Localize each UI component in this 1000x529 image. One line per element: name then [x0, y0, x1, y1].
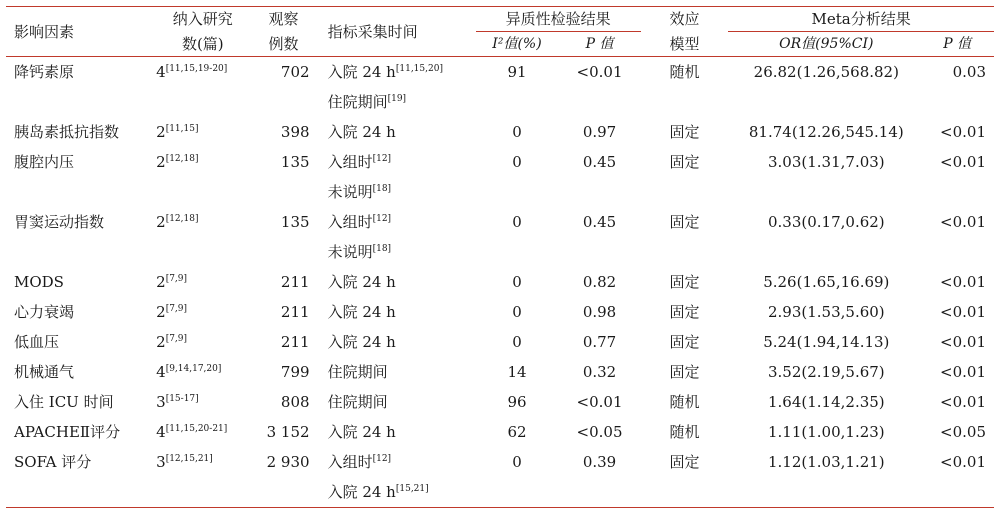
- table-row: [6, 387, 994, 417]
- cell-odds-ratio-text: 1.11(1.00,1.23): [767, 423, 885, 441]
- cell-heterogeneity-p: [558, 117, 640, 147]
- header-obs-line2: 例数: [268, 34, 299, 53]
- cell-i2-text: 0: [512, 153, 522, 171]
- cell-effect-model: [641, 327, 729, 357]
- cell-observations: [253, 447, 313, 477]
- cell-heterogeneity-p: [558, 387, 640, 417]
- cell-included-studies: [152, 267, 253, 297]
- cell-factor-text: 降钙素原: [14, 63, 75, 81]
- cell-collection-time-text: 入院 24 h: [327, 303, 396, 321]
- cell-meta-p: [924, 297, 994, 327]
- cell-included-studies-text: 2: [156, 303, 166, 321]
- cell-factor: [6, 327, 152, 357]
- cell-heterogeneity-p: [558, 147, 640, 177]
- table-row: [6, 57, 994, 88]
- cell-observations: [253, 327, 313, 357]
- table-row: [6, 267, 994, 297]
- cell-i2-text: 0: [512, 303, 522, 321]
- cell-meta-p: [924, 117, 994, 147]
- cell-included-studies: [152, 87, 253, 117]
- cell-odds-ratio-text: 26.82(1.26,568.82): [753, 63, 899, 81]
- cell-observations-text: 211: [280, 303, 310, 321]
- citation-refs: [12,18]: [165, 154, 199, 164]
- table-body: [6, 57, 994, 508]
- citation-refs: [7,9]: [165, 334, 188, 344]
- cell-i2-text: 0: [512, 333, 522, 351]
- citation-refs: [12,18]: [165, 214, 199, 224]
- header-p: P 值: [585, 36, 614, 52]
- cell-observations: [253, 387, 313, 417]
- cell-heterogeneity-p: [558, 357, 640, 387]
- cell-effect-model-text: 固定: [669, 153, 700, 171]
- cell-included-studies-text: 2: [156, 213, 166, 231]
- cell-effect-model-text: 固定: [669, 273, 700, 291]
- cell-i2-text: 14: [507, 363, 527, 381]
- cell-collection-time-text: 未说明: [327, 183, 373, 201]
- cell-observations: [253, 57, 313, 88]
- cell-odds-ratio-text: 0.33(0.17,0.62): [767, 213, 885, 231]
- cell-effect-model-text: 固定: [669, 123, 700, 141]
- cell-observations-text: 211: [280, 273, 310, 291]
- cell-collection-time-text: 入组时: [327, 453, 373, 471]
- cell-included-studies: [152, 147, 253, 177]
- header-time: 指标采集时间: [327, 22, 418, 41]
- table-row: [6, 327, 994, 357]
- cell-heterogeneity-p-text: 0.45: [582, 213, 617, 231]
- cell-factor: [6, 177, 152, 207]
- cell-included-studies-text: 2: [156, 123, 166, 141]
- cell-effect-model-text: 固定: [669, 333, 700, 351]
- cell-heterogeneity-p-text: 0.98: [582, 303, 617, 321]
- cell-factor: [6, 387, 152, 417]
- cell-factor-text: APACHEⅡ评分: [14, 423, 121, 441]
- cell-meta-p: [924, 147, 994, 177]
- cell-i2: [476, 417, 559, 447]
- cell-collection-time: [314, 327, 476, 357]
- cell-i2-text: 62: [507, 423, 527, 441]
- cell-factor: [6, 57, 152, 88]
- cell-collection-time: [314, 147, 476, 177]
- cell-meta-p-text: <0.01: [940, 303, 986, 321]
- cell-collection-time: [314, 237, 476, 267]
- cell-factor: [6, 117, 152, 147]
- cell-observations-text: 799: [280, 363, 310, 381]
- header-meta: Meta分析结果: [728, 7, 994, 32]
- cell-odds-ratio: [728, 207, 924, 237]
- cell-collection-time: [314, 297, 476, 327]
- cell-meta-p: [924, 417, 994, 447]
- cell-meta-p-text: <0.01: [940, 333, 986, 351]
- header-or: OR值(95%CI): [779, 36, 874, 52]
- cell-meta-p: [924, 207, 994, 237]
- cell-heterogeneity-p-text: <0.01: [576, 63, 623, 81]
- cell-effect-model: [641, 417, 729, 447]
- cell-heterogeneity-p-text: 0.77: [582, 333, 617, 351]
- cell-heterogeneity-p: [558, 417, 640, 447]
- cell-effect-model-text: 固定: [669, 453, 700, 471]
- cell-meta-p-text: <0.01: [940, 363, 986, 381]
- cell-heterogeneity-p: [558, 477, 640, 508]
- cell-i2: [476, 387, 559, 417]
- cell-collection-time: [314, 177, 476, 207]
- citation-refs: [7,9]: [165, 274, 188, 284]
- table-row: [6, 417, 994, 447]
- cell-collection-time-text: 入院 24 h: [327, 423, 396, 441]
- header-row-2: [6, 32, 994, 57]
- citation-refs: [12,15,21]: [165, 454, 213, 464]
- cell-included-studies: [152, 417, 253, 447]
- cell-factor-text: 机械通气: [14, 363, 75, 381]
- cell-observations: [253, 117, 313, 147]
- cell-collection-time-text: 住院期间: [327, 393, 388, 411]
- cell-i2-text: 96: [507, 393, 527, 411]
- cell-effect-model: [641, 207, 729, 237]
- cell-odds-ratio-text: 2.93(1.53,5.60): [767, 303, 885, 321]
- cell-observations: [253, 477, 313, 508]
- cell-heterogeneity-p: [558, 267, 640, 297]
- header-factor: 影响因素: [14, 22, 75, 41]
- cell-odds-ratio: [728, 237, 924, 267]
- table-row: [6, 117, 994, 147]
- table-row: [6, 447, 994, 477]
- cell-effect-model-text: 随机: [669, 423, 700, 441]
- cell-heterogeneity-p: [558, 297, 640, 327]
- citation-refs: [11,15,19-20]: [165, 64, 228, 74]
- cell-included-studies-text: 3: [156, 453, 166, 471]
- cell-factor: [6, 87, 152, 117]
- table-row: [6, 477, 994, 508]
- cell-odds-ratio: [728, 477, 924, 508]
- cell-meta-p: [924, 357, 994, 387]
- cell-odds-ratio: [728, 57, 924, 88]
- table-row: [6, 87, 994, 117]
- header-included-studies: 纳入研究: [172, 10, 233, 29]
- meta-analysis-table: [6, 6, 994, 508]
- cell-factor-text: 胰岛素抵抗指数: [14, 123, 120, 141]
- cell-meta-p-text: <0.01: [940, 393, 986, 411]
- cell-included-studies: [152, 177, 253, 207]
- cell-observations-text: 702: [280, 63, 310, 81]
- cell-factor: [6, 147, 152, 177]
- table-row: [6, 357, 994, 387]
- cell-odds-ratio: [728, 177, 924, 207]
- cell-effect-model: [641, 87, 729, 117]
- cell-effect-model-text: 随机: [669, 63, 700, 81]
- cell-included-studies: [152, 447, 253, 477]
- header-row-1: [6, 7, 994, 32]
- cell-observations-text: 135: [280, 213, 310, 231]
- cell-meta-p: [924, 57, 994, 88]
- cell-meta-p: [924, 327, 994, 357]
- citation-refs: [15-17]: [165, 394, 199, 404]
- cell-odds-ratio-text: 3.03(1.31,7.03): [767, 153, 885, 171]
- cell-meta-p: [924, 267, 994, 297]
- cell-collection-time-text: 入院 24 h: [327, 63, 396, 81]
- cell-odds-ratio: [728, 147, 924, 177]
- citation-refs: [11,15]: [165, 124, 199, 134]
- cell-collection-time: [314, 387, 476, 417]
- cell-meta-p-text: <0.05: [940, 423, 986, 441]
- cell-meta-p-text: <0.01: [940, 273, 986, 291]
- cell-effect-model-text: 固定: [669, 303, 700, 321]
- cell-collection-time: [314, 117, 476, 147]
- cell-observations-text: 135: [280, 153, 310, 171]
- cell-i2: [476, 267, 559, 297]
- cell-heterogeneity-p: [558, 447, 640, 477]
- header-i2: I²值(%): [492, 36, 542, 52]
- cell-i2: [476, 177, 559, 207]
- cell-collection-time: [314, 207, 476, 237]
- time-citation-refs: [12]: [372, 154, 392, 164]
- cell-heterogeneity-p-text: <0.05: [576, 423, 623, 441]
- citation-refs: [11,15,20-21]: [165, 424, 228, 434]
- cell-meta-p-text: 0.03: [952, 63, 986, 81]
- cell-factor: [6, 447, 152, 477]
- cell-included-studies-text: 2: [156, 273, 166, 291]
- cell-collection-time-text: 入院 24 h: [327, 483, 396, 501]
- cell-heterogeneity-p: [558, 87, 640, 117]
- cell-observations-text: 3 152: [266, 423, 310, 441]
- cell-included-studies: [152, 327, 253, 357]
- citation-refs: [9,14,17,20]: [165, 364, 222, 374]
- cell-collection-time-text: 入组时: [327, 213, 373, 231]
- cell-odds-ratio-text: 1.64(1.14,2.35): [767, 393, 885, 411]
- time-citation-refs: [12]: [372, 454, 392, 464]
- cell-included-studies-text: 4: [156, 423, 166, 441]
- cell-meta-p-text: <0.01: [940, 123, 986, 141]
- cell-effect-model: [641, 57, 729, 88]
- cell-included-studies: [152, 117, 253, 147]
- cell-observations: [253, 237, 313, 267]
- cell-collection-time-text: 住院期间: [327, 363, 388, 381]
- cell-i2: [476, 237, 559, 267]
- cell-meta-p: [924, 177, 994, 207]
- cell-collection-time: [314, 477, 476, 508]
- time-citation-refs: [11,15,20]: [395, 64, 443, 74]
- cell-odds-ratio-text: 3.52(2.19,5.67): [767, 363, 885, 381]
- cell-heterogeneity-p: [558, 327, 640, 357]
- cell-included-studies-text: 3: [156, 393, 166, 411]
- header-p2: P 值: [943, 36, 972, 52]
- header-effect-line2: 模型: [669, 34, 700, 53]
- cell-meta-p-text: <0.01: [940, 213, 986, 231]
- cell-collection-time: [314, 267, 476, 297]
- cell-i2: [476, 57, 559, 88]
- cell-odds-ratio-text: 5.26(1.65,16.69): [763, 273, 890, 291]
- cell-collection-time: [314, 87, 476, 117]
- cell-i2-text: 91: [507, 63, 527, 81]
- cell-i2-text: 0: [512, 213, 522, 231]
- cell-i2: [476, 87, 559, 117]
- cell-odds-ratio-text: 81.74(12.26,545.14): [748, 123, 904, 141]
- table-row: [6, 147, 994, 177]
- cell-odds-ratio: [728, 387, 924, 417]
- table-row: [6, 237, 994, 267]
- cell-collection-time: [314, 417, 476, 447]
- time-citation-refs: [15,21]: [395, 484, 429, 494]
- cell-factor: [6, 297, 152, 327]
- cell-i2: [476, 327, 559, 357]
- header-heterogeneity: 异质性检验结果: [476, 7, 641, 32]
- cell-observations: [253, 87, 313, 117]
- cell-effect-model: [641, 447, 729, 477]
- cell-included-studies-text: 4: [156, 363, 166, 381]
- cell-meta-p-text: <0.01: [940, 453, 986, 471]
- cell-effect-model: [641, 237, 729, 267]
- cell-factor-text: 低血压: [14, 333, 60, 351]
- citation-refs: [7,9]: [165, 304, 188, 314]
- cell-odds-ratio: [728, 117, 924, 147]
- cell-observations: [253, 417, 313, 447]
- cell-collection-time-text: 入院 24 h: [327, 273, 396, 291]
- cell-heterogeneity-p-text: 0.32: [582, 363, 617, 381]
- cell-included-studies-text: 2: [156, 333, 166, 351]
- cell-i2: [476, 147, 559, 177]
- cell-observations: [253, 177, 313, 207]
- cell-odds-ratio-text: 5.24(1.94,14.13): [763, 333, 890, 351]
- cell-meta-p: [924, 87, 994, 117]
- cell-heterogeneity-p-text: 0.39: [582, 453, 617, 471]
- cell-included-studies: [152, 237, 253, 267]
- time-citation-refs: [18]: [372, 184, 392, 194]
- cell-collection-time-text: 未说明: [327, 243, 373, 261]
- cell-odds-ratio: [728, 87, 924, 117]
- cell-effect-model: [641, 267, 729, 297]
- cell-collection-time: [314, 57, 476, 88]
- cell-included-studies-text: 2: [156, 153, 166, 171]
- time-citation-refs: [18]: [372, 244, 392, 254]
- cell-i2-text: 0: [512, 273, 522, 291]
- cell-effect-model: [641, 357, 729, 387]
- cell-factor-text: 入住 ICU 时间: [14, 393, 114, 411]
- cell-odds-ratio: [728, 417, 924, 447]
- cell-effect-model-text: 随机: [669, 393, 700, 411]
- cell-observations-text: 2 930: [266, 453, 310, 471]
- cell-observations-text: 808: [280, 393, 310, 411]
- cell-heterogeneity-p-text: <0.01: [576, 393, 623, 411]
- table-row: [6, 297, 994, 327]
- cell-meta-p: [924, 447, 994, 477]
- cell-observations: [253, 357, 313, 387]
- cell-odds-ratio: [728, 267, 924, 297]
- cell-factor: [6, 417, 152, 447]
- cell-factor-text: SOFA 评分: [14, 453, 92, 471]
- cell-factor-text: MODS: [14, 273, 64, 291]
- cell-included-studies: [152, 477, 253, 508]
- cell-odds-ratio: [728, 357, 924, 387]
- cell-heterogeneity-p: [558, 237, 640, 267]
- cell-meta-p: [924, 477, 994, 508]
- header-obs-line1: 观察: [268, 10, 299, 29]
- cell-collection-time-text: 入院 24 h: [327, 123, 396, 141]
- cell-heterogeneity-p: [558, 57, 640, 88]
- cell-collection-time: [314, 447, 476, 477]
- table-row: [6, 207, 994, 237]
- cell-meta-p: [924, 237, 994, 267]
- cell-i2: [476, 357, 559, 387]
- cell-effect-model-text: 固定: [669, 213, 700, 231]
- cell-heterogeneity-p-text: 0.97: [582, 123, 617, 141]
- cell-i2: [476, 207, 559, 237]
- cell-meta-p: [924, 387, 994, 417]
- cell-collection-time: [314, 357, 476, 387]
- cell-collection-time-text: 入院 24 h: [327, 333, 396, 351]
- cell-included-studies-text: 4: [156, 63, 166, 81]
- cell-factor-text: 心力衰竭: [14, 303, 75, 321]
- cell-factor-text: 胃窦运动指数: [14, 213, 105, 231]
- cell-observations: [253, 267, 313, 297]
- cell-i2: [476, 477, 559, 508]
- cell-observations: [253, 147, 313, 177]
- cell-observations: [253, 207, 313, 237]
- cell-effect-model: [641, 147, 729, 177]
- cell-odds-ratio-text: 1.12(1.03,1.21): [767, 453, 885, 471]
- cell-effect-model: [641, 297, 729, 327]
- cell-included-studies: [152, 207, 253, 237]
- cell-observations-text: 398: [280, 123, 310, 141]
- cell-heterogeneity-p-text: 0.82: [582, 273, 617, 291]
- table-row: [6, 177, 994, 207]
- cell-i2: [476, 297, 559, 327]
- cell-collection-time-text: 入组时: [327, 153, 373, 171]
- cell-factor-text: 腹腔内压: [14, 153, 75, 171]
- cell-included-studies: [152, 297, 253, 327]
- cell-heterogeneity-p: [558, 207, 640, 237]
- cell-effect-model-text: 固定: [669, 363, 700, 381]
- cell-included-studies: [152, 387, 253, 417]
- table-header: [6, 7, 994, 57]
- cell-i2-text: 0: [512, 453, 522, 471]
- cell-effect-model: [641, 177, 729, 207]
- cell-included-studies: [152, 357, 253, 387]
- cell-effect-model: [641, 387, 729, 417]
- cell-meta-p-text: <0.01: [940, 153, 986, 171]
- cell-odds-ratio: [728, 447, 924, 477]
- cell-factor: [6, 237, 152, 267]
- time-citation-refs: [19]: [387, 94, 407, 104]
- cell-effect-model: [641, 477, 729, 508]
- cell-odds-ratio: [728, 327, 924, 357]
- header-included-unit: 数(篇): [181, 34, 224, 53]
- cell-observations-text: 211: [280, 333, 310, 351]
- cell-factor: [6, 267, 152, 297]
- header-effect-line1: 效应: [669, 10, 700, 29]
- cell-observations: [253, 297, 313, 327]
- cell-included-studies: [152, 57, 253, 88]
- cell-i2: [476, 117, 559, 147]
- cell-i2-text: 0: [512, 123, 522, 141]
- cell-heterogeneity-p: [558, 177, 640, 207]
- cell-odds-ratio: [728, 297, 924, 327]
- cell-i2: [476, 447, 559, 477]
- cell-collection-time-text: 住院期间: [327, 93, 388, 111]
- cell-factor: [6, 477, 152, 508]
- cell-factor: [6, 357, 152, 387]
- time-citation-refs: [12]: [372, 214, 392, 224]
- cell-heterogeneity-p-text: 0.45: [582, 153, 617, 171]
- cell-effect-model: [641, 117, 729, 147]
- cell-factor: [6, 207, 152, 237]
